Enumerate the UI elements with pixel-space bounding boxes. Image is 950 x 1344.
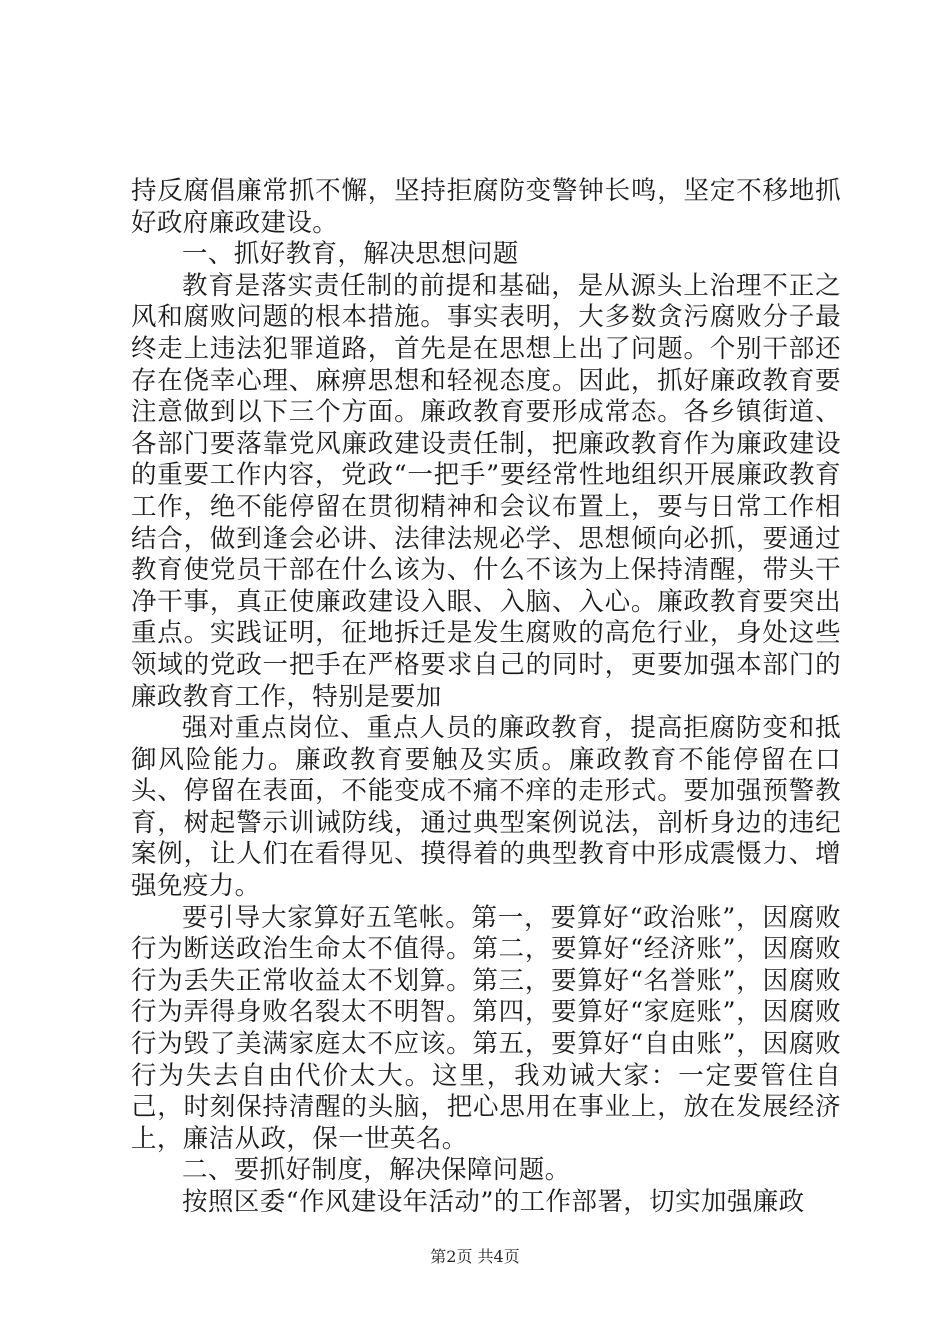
document-body xyxy=(131,176,841,1219)
paragraph-5: 按照区委“作风建设年活动”的工作部署，切实加强廉政 xyxy=(182,1187,805,1217)
paragraph-4: 要引导大家算好五笔帐。第一，要算好“政治账”，因腐败行为断送政治生命太不值得。第二，要算好“经济账”，因腐败行为丢失正常收益太不划算。第三，要算好“名誉账”，因腐败行为弄得身败名裂太不明智。第四，要算好“家庭账”，因腐败行为毁了美满家庭太不应该。第五，要算好“自由账”，因腐败行为失去自由代价太大。这里，我劝诫大家：一定要管住自己，时刻保持清醒的头脑，把心思用在事业上，放在发展经济上，廉洁从政，保一世英名。 xyxy=(131,902,841,1154)
paragraph-2: 教育是落实责任制的前提和基础，是从源头上治理不正之风和腐败问题的根本措施。事实表明，大多数贪污腐败分子最终走上违法犯罪道路，首先是在思想上出了问题。个别干部还存在侥幸心理、麻痹思想和轻视态度。因此，抓好廉政教育要注意做到以下三个方面。廉政教育要形成常态。各乡镇街道、各部门要落靠党风廉政建设责任制，把廉政教育作为廉政建设的重要工作内容，党政“一把手”要经常性地组织开展廉政教育工作，绝不能停留在贯彻精神和会议布置上，要与日常工作相结合，做到逢会必讲、法律法规必学、思想倾向必抓，要通过教育使党员干部在什么该为、什么不该为上保持清醒，带头干净干事，真正使廉政建设入眼、入脑、入心。廉政教育要突出重点。实践证明，征地拆迁是发生腐败的高危行业，身处这些领域的党政一把手在严格要求自己的同时，更要加强本部门的廉政教育工作，特别是要加 xyxy=(131,270,841,712)
section-heading-2: 二、要抓好制度，解决保障问题。 xyxy=(182,1155,571,1186)
page-number-footer: 第2页 共4页 xyxy=(430,1247,520,1266)
paragraph-1: 持反腐倡廉常抓不懈，坚持拒腐防变警钟长鸣，坚定不移地抓好政府廉政建设。 xyxy=(131,176,841,238)
section-heading-1: 一、抓好教育，解决思想问题 xyxy=(182,239,519,270)
paragraph-3: 强对重点岗位、重点人员的廉政教育，提高拒腐防变和抵御风险能力。廉政教育要触及实质。廉政教育不能停留在口头、停留在表面，不能变成不痛不痒的走形式。要加强预警教育，树起警示训诫防线，通过典型案例说法，剖析身边的违纪案例，让人们在看得见、摸得着的典型教育中形成震慑力、增强免疫力。 xyxy=(131,713,841,902)
